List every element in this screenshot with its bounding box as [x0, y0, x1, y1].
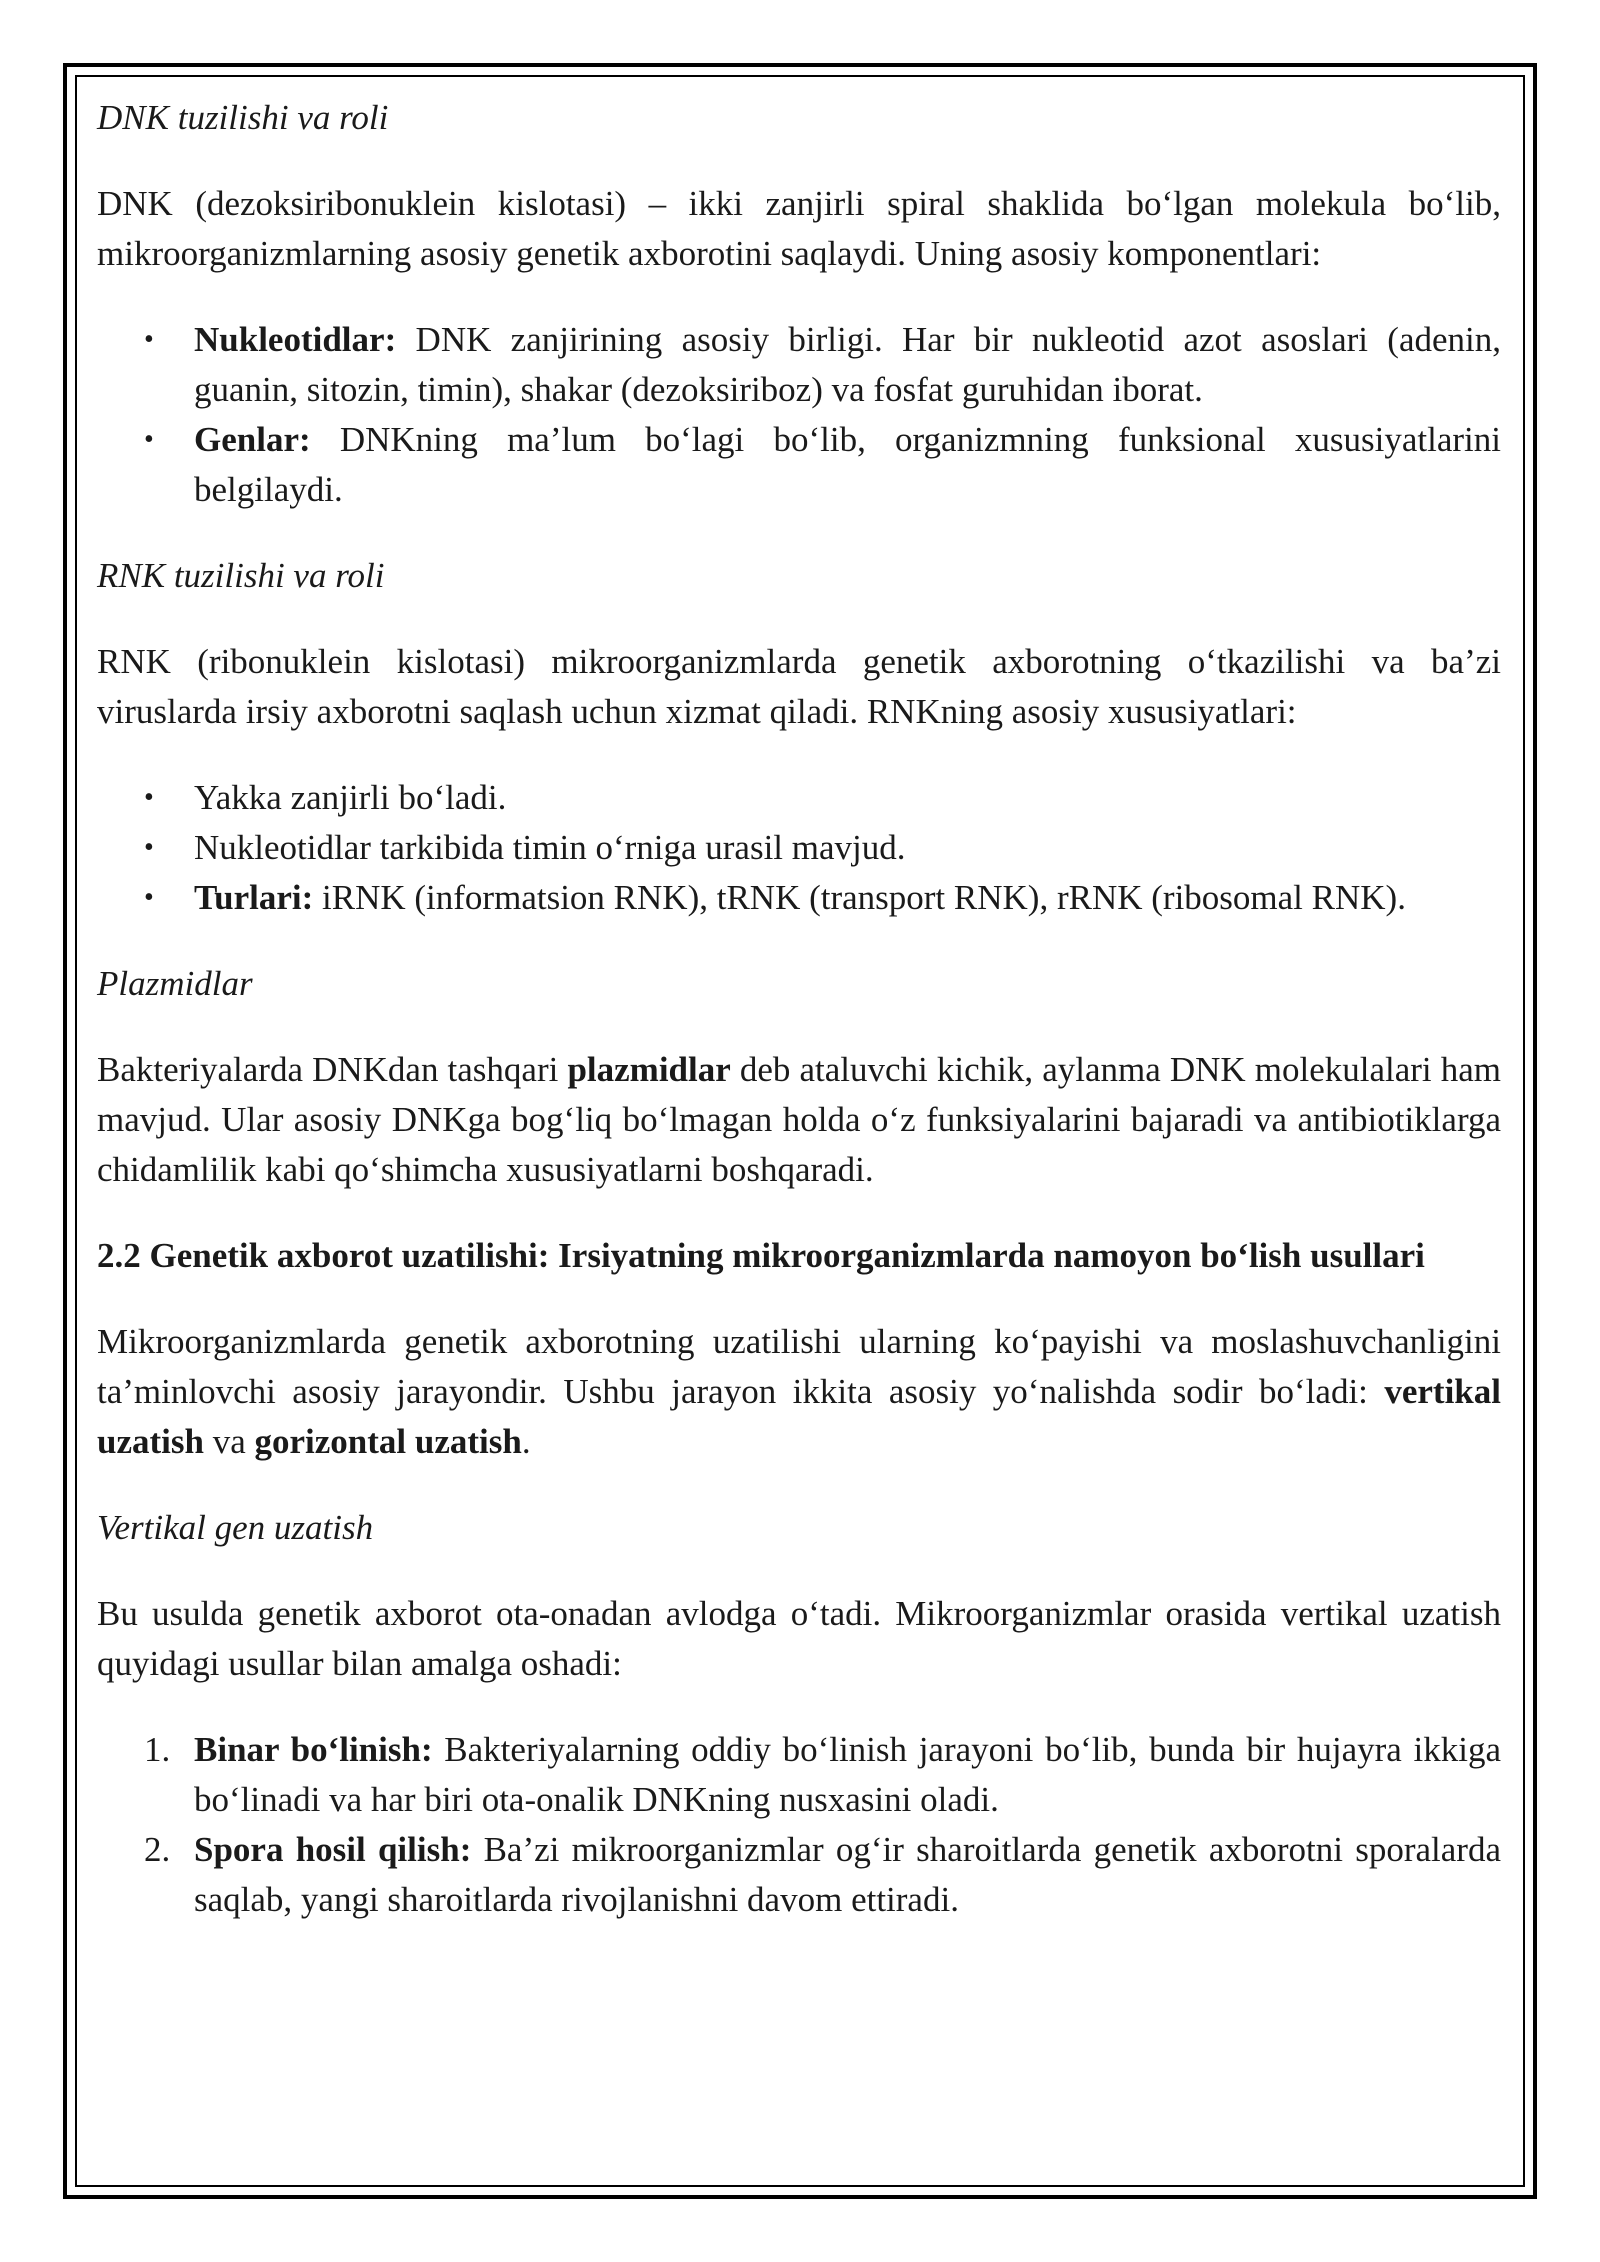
list-item [97, 1725, 1501, 1825]
list-item [97, 823, 1501, 873]
section-2-2-title: 2.2 Genetik axborot uzatilishi: Irsiyatning mikroorganizmlarda namoyon bo‘lish usullari [97, 1236, 1425, 1275]
list-number: 1. [144, 1730, 171, 1769]
vertikal-heading: Vertikal gen uzatish [97, 1508, 374, 1547]
bullet-icon: • [144, 832, 154, 863]
rnk-intro: RNK (ribonuklein kislotasi) mikroorganizmlarda genetik axborotning o‘tkazilishi va ba’zi viruslarda irsiy axborotni saqlash uchun xizmat qiladi. RNKning asosiy xususiyatlari: [97, 642, 1501, 731]
vertikal-methods-list [97, 1725, 1501, 1925]
vertikal-intro: Bu usulda genetik axborot ota-onadan avlodga o‘tadi. Mikroorganizmlar orasida vertikal uzatish quyidagi usullar bilan amalga oshadi: [97, 1594, 1501, 1683]
term: Nukleotidlar: [194, 320, 397, 359]
list-item [97, 773, 1501, 823]
definition: Bakteriyalarning oddiy bo‘linish jarayoni bo‘lib, bunda bir hujayra ikkiga bo‘linadi va har biri ota-onalik DNKning nusxasini oladi. [194, 1730, 1501, 1819]
bold-term: vertikal uzatish [97, 1372, 1501, 1461]
rnk-heading: RNK tuzilishi va roli [97, 556, 385, 595]
term: Binar bo‘linish: [194, 1730, 433, 1769]
list-item [97, 415, 1501, 515]
bold-term: gorizontal uzatish [254, 1422, 522, 1461]
plazmid-paragraph [97, 1045, 1501, 1195]
bullet-icon: • [144, 424, 154, 455]
rnk-properties-list [97, 773, 1501, 923]
definition: DNKning ma’lum bo‘lagi bo‘lib, organizmning funksional xususiyatlarini belgilaydi. [194, 420, 1501, 509]
definition: Ba’zi mikroorganizmlar og‘ir sharoitlarda genetik axborotni sporalarda saqlab, yangi sharoitlarda rivojlanishni davom ettiradi. [194, 1830, 1501, 1919]
document-body [97, 93, 1501, 1961]
term: Turlari: [194, 878, 314, 917]
list-item [97, 873, 1501, 923]
dnk-heading: DNK tuzilishi va roli [97, 98, 389, 137]
text-run: va [203, 1422, 255, 1461]
list-item [97, 1825, 1501, 1925]
bullet-icon: • [144, 782, 154, 813]
text-run: Bakteriyalarda DNKdan tashqari [97, 1050, 568, 1089]
dnk-components-list [97, 315, 1501, 515]
list-item-text: Nukleotidlar tarkibida timin o‘rniga urasil mavjud. [194, 828, 906, 867]
bullet-icon: • [144, 324, 154, 355]
list-item-text: Yakka zanjirli bo‘ladi. [194, 778, 507, 817]
definition: iRNK (informatsion RNK), tRNK (transport RNK), rRNK (ribosomal RNK). [313, 878, 1406, 917]
text-run: . [521, 1422, 531, 1461]
term: Genlar: [194, 420, 311, 459]
section-2-2-paragraph [97, 1317, 1501, 1467]
bold-term: plazmidlar [567, 1050, 731, 1089]
text-run: Mikroorganizmlarda genetik axborotning uzatilishi ularning ko‘payishi va moslashuvchanligini ta’minlovchi asosiy jarayondir. Ushbu jarayon ikkita asosiy yo‘nalishda sodir bo‘ladi: [97, 1322, 1501, 1411]
list-number: 2. [144, 1830, 171, 1869]
list-item [97, 315, 1501, 415]
bullet-icon: • [144, 882, 154, 913]
text-run: deb ataluvchi kichik, aylanma DNK molekulalari ham mavjud. Ular asosiy DNKga bog‘liq bo‘lmagan holda o‘z funksiyalarini bajaradi va antibiotiklarga chidamlilik kabi qo‘shimcha xususiyatlarni boshqaradi. [97, 1050, 1501, 1189]
plazmid-heading: Plazmidlar [97, 964, 253, 1003]
dnk-intro: DNK (dezoksiribonuklein kislotasi) – ikki zanjirli spiral shaklida bo‘lgan molekula bo‘lib, mikroorganizmlarning asosiy genetik axborotini saqlaydi. Uning asosiy komponentlari: [97, 184, 1501, 273]
definition: DNK zanjirining asosiy birligi. Har bir nukleotid azot asoslari (adenin, guanin, sitozin, timin), shakar (dezoksiriboz) va fosfat guruhidan iborat. [194, 320, 1501, 409]
term: Spora hosil qilish: [194, 1830, 472, 1869]
